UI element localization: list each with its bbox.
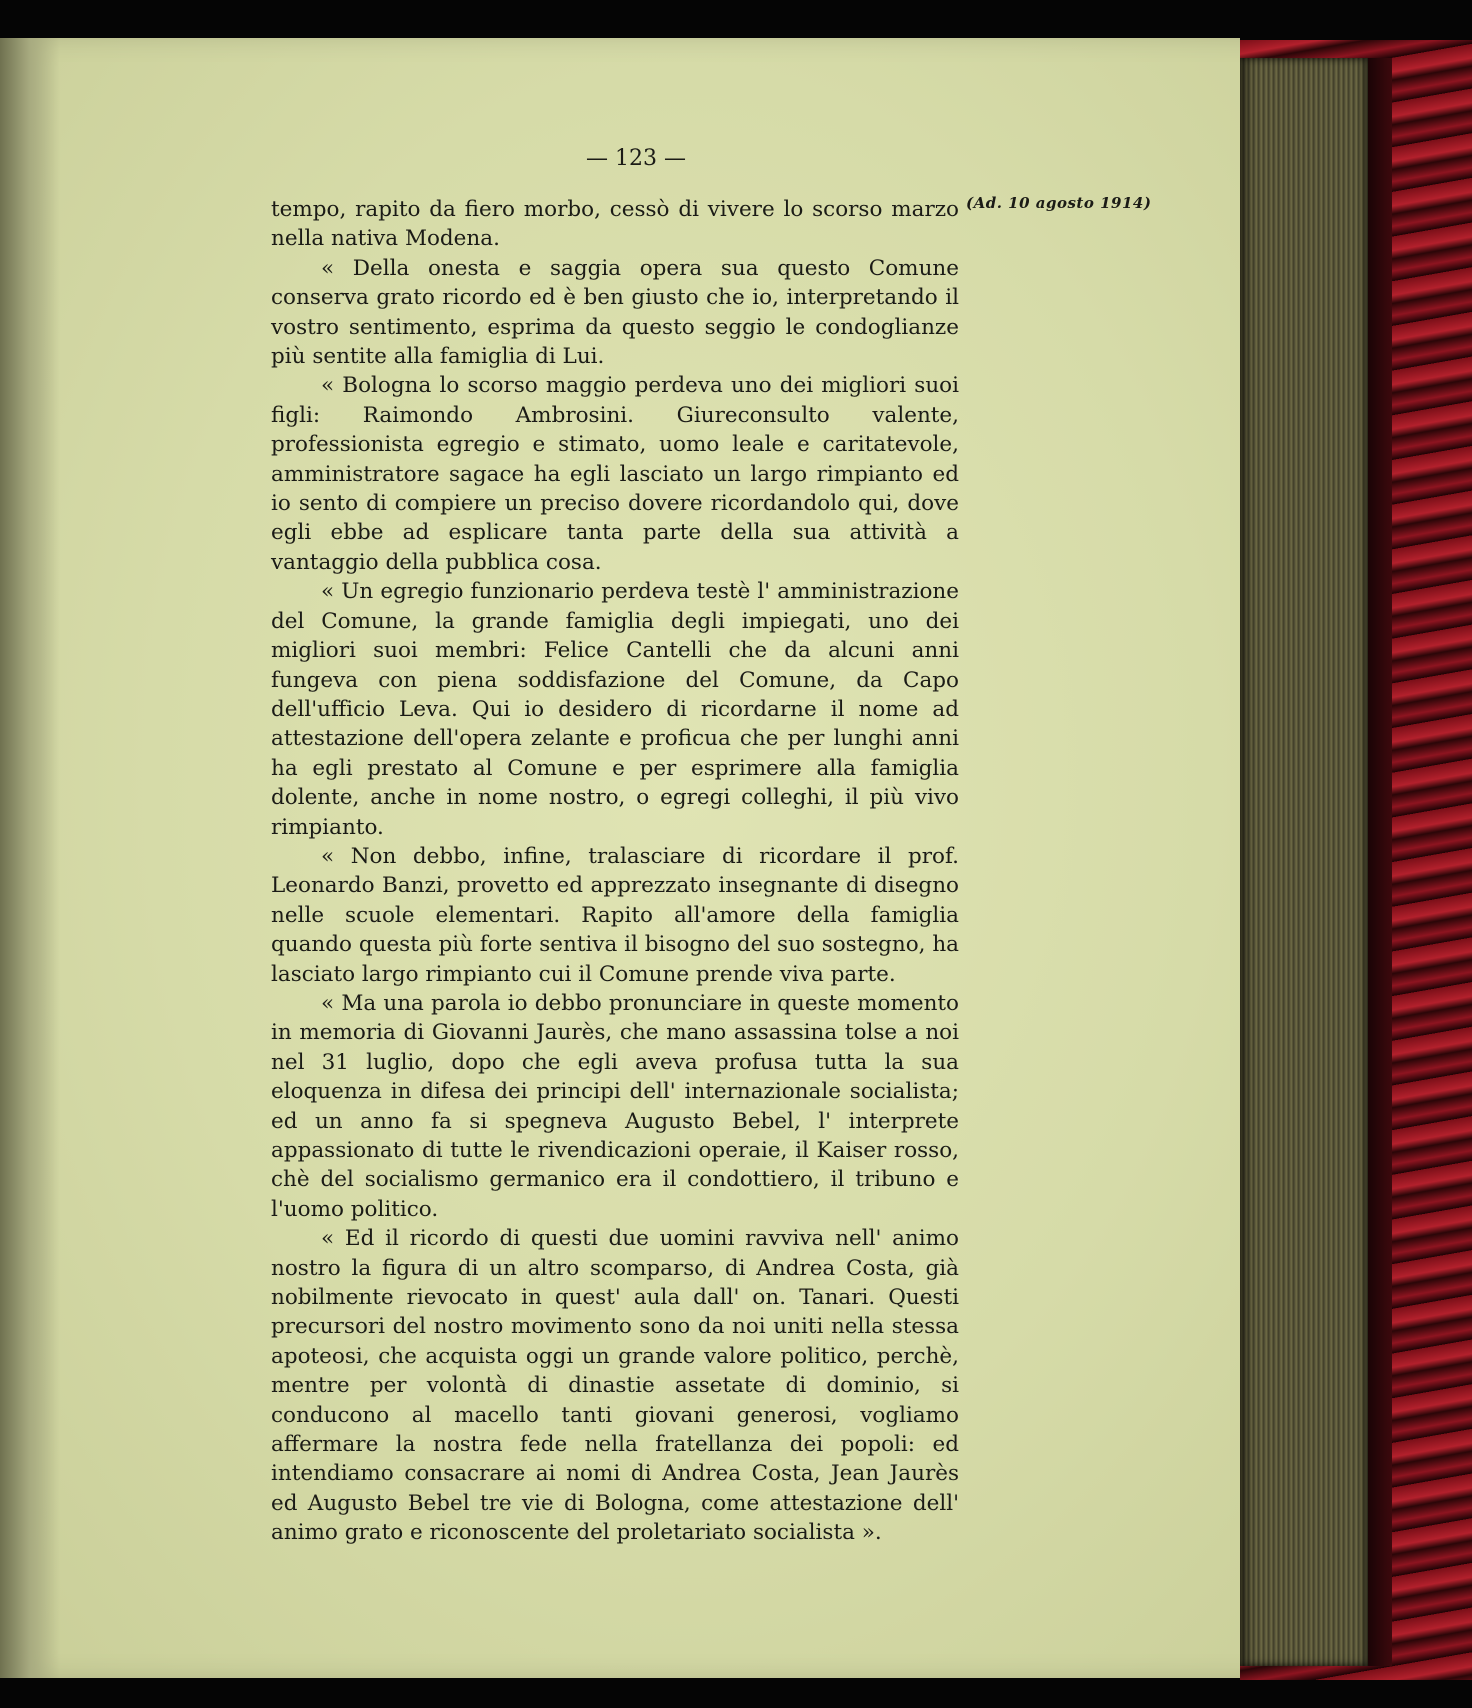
paragraph: « Ma una parola io debbo pronunciare in queste momento in memoria di Giovanni Jaurès, che mano assassina tolse a noi nel 31 luglio, dopo che egli aveva profusa tutta la sua eloquenza in difesa dei principi dell' internazionale socialista; ed un anno fa si spegneva Augusto Bebel, l' interprete appassionato di tutte le rivendicazioni operaie, il Kaiser rosso, chè del socialismo germanico era il condottiero, il tribuno e l'uomo politico. bbox=[271, 990, 959, 1222]
page-number: — 123 — bbox=[586, 146, 686, 171]
paragraph: « Della onesta e saggia opera sua questo Comune conserva grato ricordo ed è ben giusto che io, interpretando il vostro sentimento, esprima da questo seggio le condoglianze più sentite alla famiglia di Lui. bbox=[271, 255, 959, 370]
paragraph: « Un egregio funzionario perdeva testè l' amministrazione del Comune, la grande famiglia degli impiegati, uno dei migliori suoi membri: Felice Cantelli che da alcuni anni fungeva con piena soddisfazione del Comune, da Capo dell'ufficio Leva. Qui io desidero di ricordarne il nome ad attestazione dell'opera zelante e proficua che per lunghi anni ha egli prestato al Comune e per esprimere alla famiglia dolente, anche in nome nostro, o egregi colleghi, il più vivo rimpianto. bbox=[271, 579, 959, 840]
page-edges bbox=[1240, 58, 1368, 1666]
margin-date-note: (Ad. 10 agosto 1914) bbox=[966, 194, 1152, 212]
paragraph: « Ed il ricordo di questi due uomini ravviva nell' animo nostro la figura di un altro scomparso, di Andrea Costa, già nobilmente rievocato in quest' aula dall' on. Tanari. Questi precursori del nostro movimento sono da noi uniti nella stessa apoteosi, che acquista oggi un grande valore politico, perchè, mentre per volontà di dinastie assetate di dominio, si conducono al macello tanti giovani generosi, vogliamo affermare la nostra fede nella fratellanza dei popoli: ed intendiamo consacrare ai nomi di Andrea Costa, Jean Jaurès ed Augusto Bebel tre vie di Bologna, come attestazione dell' animo grato e riconoscente del proletariato socialista ». bbox=[271, 1226, 959, 1546]
paragraph: « Bologna lo scorso maggio perdeva uno dei migliori suoi figli: Raimondo Ambrosini. Giureconsulto valente, professionista egregio e stimato, uomo leale e caritatevole, amministratore sagace ha egli lasciato un largo rimpianto ed io sento di compiere un preciso dovere ricordandolo qui, dove egli ebbe ad esplicare tanta parte della sua attività a vantaggio della pubblica cosa. bbox=[271, 373, 959, 575]
body-text bbox=[271, 195, 959, 1548]
paragraph: « Non debbo, infine, tralasciare di ricordare il prof. Leonardo Banzi, provetto ed apprezzato insegnante di disegno nelle scuole elementari. Rapito all'amore della famiglia quando questa più forte sentiva il bisogno del suo sostegno, ha lasciato largo rimpianto cui il Comune prende viva parte. bbox=[271, 843, 959, 987]
paragraph: tempo, rapito da fiero morbo, cessò di vivere lo scorso marzo nella nativa Modena. bbox=[271, 197, 959, 252]
page-gutter-shadow bbox=[0, 38, 60, 1678]
binding-shadow bbox=[1368, 58, 1392, 1666]
